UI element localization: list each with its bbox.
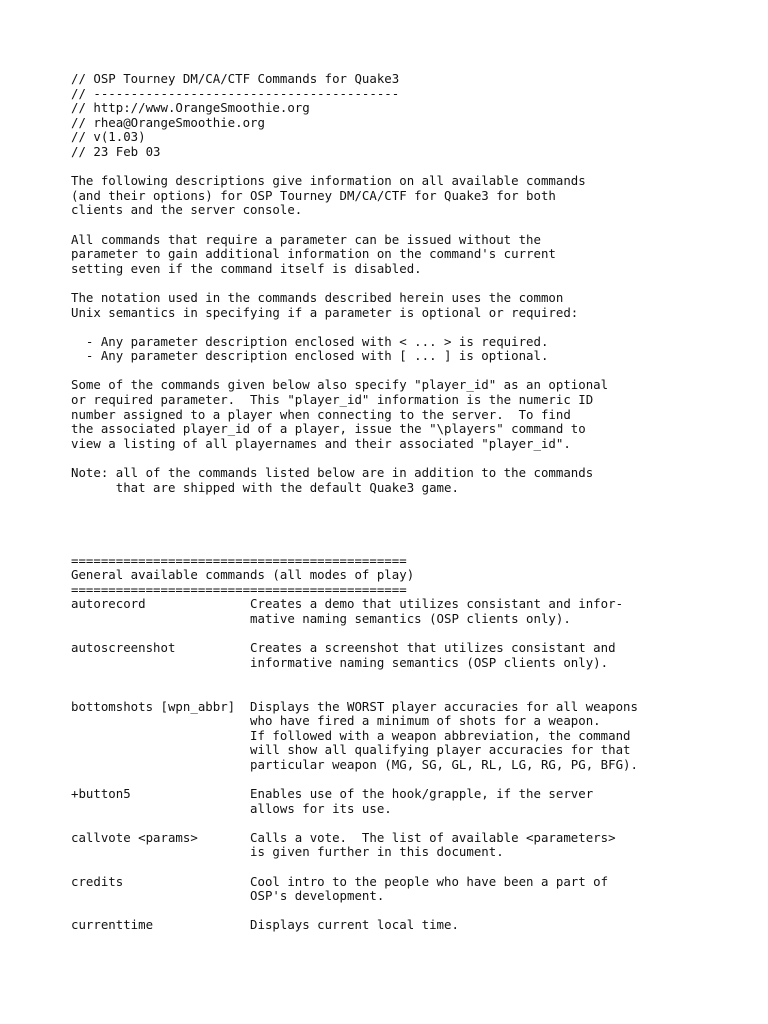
document-line: the associated player_id of a player, issue the "\players" command to: [71, 421, 586, 437]
document-line: [71, 773, 711, 788]
document-line: allows for its use.: [71, 800, 392, 816]
document-line: [71, 816, 711, 831]
document-line: informative naming semantics (OSP clients only).: [71, 654, 609, 670]
document-line: particular weapon (MG, SG, GL, RL, LG, RG, PG, BFG).: [71, 756, 638, 772]
document-line: callvote <params> Calls a vote. The list of available <parameters>: [71, 829, 616, 845]
document-line: [71, 364, 711, 379]
document-line: [71, 539, 711, 554]
document-line: view a listing of all playernames and their associated "player_id".: [71, 435, 571, 451]
document-line: The notation used in the commands described herein uses the common: [71, 289, 564, 305]
document-line: +button5 Enables use of the hook/grapple, if the server: [71, 786, 594, 802]
document-line: // http://www.OrangeSmoothie.org: [71, 100, 310, 116]
document-line: [71, 451, 711, 466]
document-line: autoscreenshot Creates a screenshot that utilizes consistant and: [71, 640, 616, 656]
document-line: =============================================: [71, 552, 407, 568]
document-line: clients and the server console.: [71, 202, 303, 218]
document-line: number assigned to a player when connecting to the server. To find: [71, 406, 571, 422]
document-line: [71, 320, 711, 335]
document-line: [71, 510, 711, 525]
document-line: Note: all of the commands listed below are in addition to the commands: [71, 465, 594, 481]
document-line: [71, 218, 711, 233]
document-line: autorecord Creates a demo that utilizes consistant and infor-: [71, 596, 624, 612]
document-line: setting even if the command itself is disabled.: [71, 260, 422, 276]
document-line: will show all qualifying player accuracies for that: [71, 742, 631, 758]
document-line: // 23 Feb 03: [71, 143, 161, 159]
document-line: =============================================: [71, 581, 407, 597]
document-line: Some of the commands given below also specify "player_id" as an optional: [71, 377, 609, 393]
document-line: General available commands (all modes of play): [71, 567, 415, 583]
document-line: // v(1.03): [71, 129, 146, 145]
document-line: [71, 276, 711, 291]
document-line: [71, 860, 711, 875]
document-line: credits Cool intro to the people who have been a part of: [71, 873, 609, 889]
document-line: [71, 670, 711, 685]
document-line: OSP's development.: [71, 888, 385, 904]
document-line: [71, 160, 711, 175]
document-line: - Any parameter description enclosed with [ ... ] is optional.: [71, 348, 549, 364]
document-line: [71, 495, 711, 510]
document-line: [71, 685, 711, 700]
document-line: mative naming semantics (OSP clients only).: [71, 610, 571, 626]
document-line: (and their options) for OSP Tourney DM/CA/CTF for Quake3 for both: [71, 187, 556, 203]
document-line: [71, 524, 711, 539]
document-line: Unix semantics in specifying if a parameter is optional or required:: [71, 304, 579, 320]
document-line: is given further in this document.: [71, 844, 504, 860]
document-line: currenttime Displays current local time.: [71, 917, 459, 933]
document-line: [71, 904, 711, 919]
document-line: that are shipped with the default Quake3 game.: [71, 479, 459, 495]
document-line: bottomshots [wpn_abbr] Displays the WORST player accuracies for all weapons: [71, 698, 638, 714]
document-line: The following descriptions give information on all available commands: [71, 173, 586, 189]
document-line: - Any parameter description enclosed with < ... > is required.: [71, 333, 549, 349]
document-line: // rhea@OrangeSmoothie.org: [71, 114, 265, 130]
document-body: [71, 72, 711, 933]
document-line: who have fired a minimum of shots for a weapon.: [71, 713, 601, 729]
document-line: [71, 627, 711, 642]
document-line: or required parameter. This "player_id" information is the numeric ID: [71, 392, 594, 408]
document-line: // -----------------------------------------: [71, 85, 400, 101]
document-line: All commands that require a parameter can be issued without the: [71, 231, 541, 247]
document-line: parameter to gain additional information on the command's current: [71, 246, 556, 262]
document-line: // OSP Tourney DM/CA/CTF Commands for Quake3: [71, 71, 400, 86]
document-line: If followed with a weapon abbreviation, the command: [71, 727, 631, 743]
